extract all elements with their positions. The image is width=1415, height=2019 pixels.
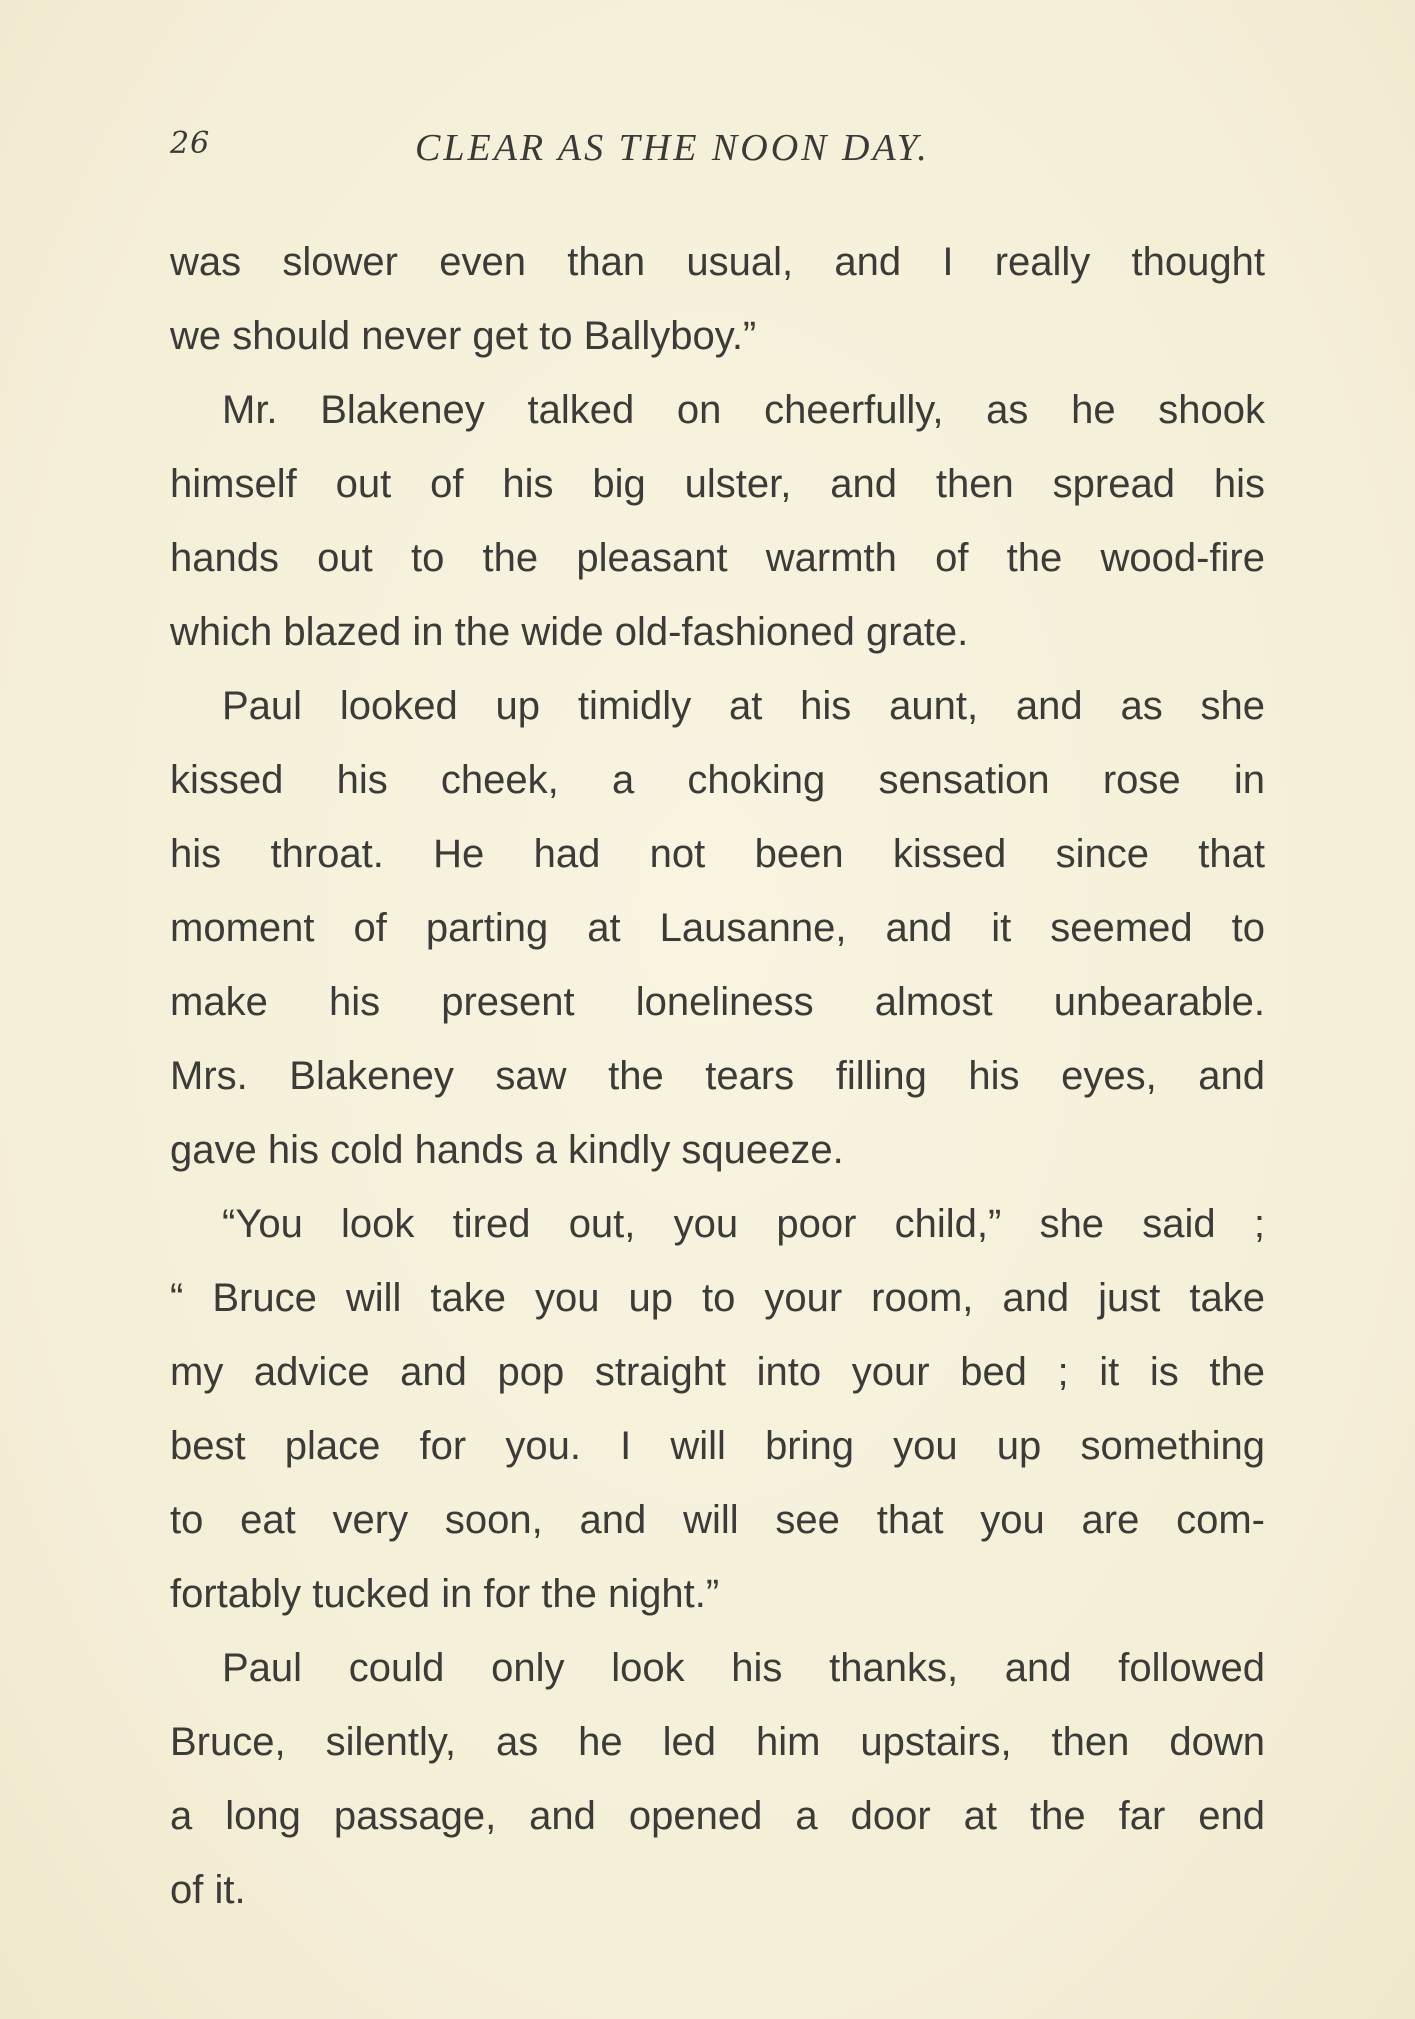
text-line: his throat. He had not been kissed since that [170,832,1265,876]
text-line: moment of parting at Lausanne, and it seemed to [170,906,1265,950]
text-line: my advice and pop straight into your bed ; it is the [170,1350,1265,1394]
text-line: fortably tucked in for the night.” [170,1572,720,1616]
text-line: Paul looked up timidly at his aunt, and as she [222,684,1265,728]
text-line: a long passage, and opened a door at the far end [170,1794,1265,1838]
body-text [170,225,1265,1927]
text-line: kissed his cheek, a choking sensation rose in [170,758,1265,802]
text-line: gave his cold hands a kindly squeeze. [170,1128,844,1172]
text-line: himself out of his big ulster, and then spread his [170,462,1265,506]
running-title: CLEAR AS THE NOON DAY. [415,127,930,169]
page-number: 26 [170,126,211,161]
text-line: to eat very soon, and will see that you are com- [170,1498,1265,1542]
text-line: Mr. Blakeney talked on cheerfully, as he shook [222,388,1265,432]
text-line: Mrs. Blakeney saw the tears filling his eyes, and [170,1054,1265,1098]
running-head [170,126,1265,176]
text-line: Bruce, silently, as he led him upstairs, then down [170,1720,1265,1764]
text-line: “ Bruce will take you up to your room, and just take [170,1276,1265,1320]
text-line: make his present loneliness almost unbearable. [170,980,1265,1024]
text-line: best place for you. I will bring you up something [170,1424,1265,1468]
text-line: Paul could only look his thanks, and followed [222,1646,1265,1690]
text-line: of it. [170,1868,246,1912]
text-line: was slower even than usual, and I really thought [170,240,1265,284]
text-line: we should never get to Ballyboy.” [170,314,757,358]
text-line: “You look tired out, you poor child,” she said ; [222,1202,1265,1246]
text-line: hands out to the pleasant warmth of the wood-fire [170,536,1265,580]
text-line: which blazed in the wide old-fashioned grate. [170,610,969,654]
